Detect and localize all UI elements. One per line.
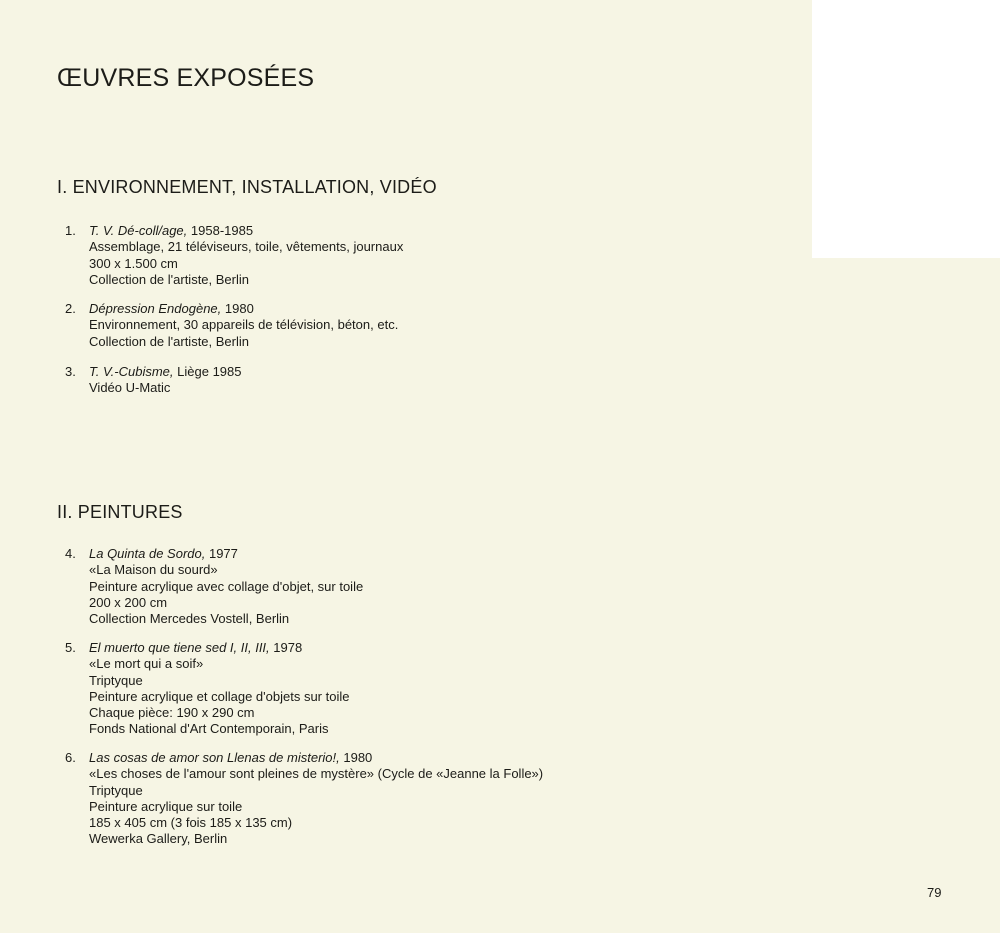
section-heading-peintures: II. PEINTURES [57, 502, 183, 522]
artwork-detail: 300 x 1.500 cm [89, 255, 178, 271]
artwork-detail: Peinture acrylique avec collage d'objet, sur toile [89, 578, 364, 594]
artwork-detail: Chaque pièce: 190 x 290 cm [89, 705, 255, 721]
artwork-detail: Vidéo U-Matic [89, 380, 171, 396]
artwork-title: El muerto que tiene sed I, II, III, [89, 640, 270, 655]
artwork-detail: Collection Mercedes Vostell, Berlin [89, 611, 290, 627]
artwork-date: 1978 [269, 640, 303, 655]
artwork-date: Liège 1985 [173, 364, 242, 379]
artwork-title: Dépression Endogène, [89, 301, 222, 316]
entry-number: 1. [65, 223, 76, 238]
artwork-detail: Wewerka Gallery, Berlin [89, 831, 228, 847]
artwork-title: La Quinta de Sordo, [89, 546, 206, 561]
page-title: ŒUVRES EXPOSÉES [57, 64, 315, 92]
artwork-entry-4 [65, 546, 363, 627]
entry-number: 6. [65, 750, 76, 765]
artwork-detail: «Le mort qui a soif» [89, 656, 204, 672]
entry-number: 4. [65, 546, 76, 561]
artwork-date: 1958-1985 [187, 223, 254, 238]
artwork-detail: 185 x 405 cm (3 fois 185 x 135 cm) [89, 815, 293, 831]
artwork-detail: Collection de l'artiste, Berlin [89, 333, 249, 349]
blank-corner [812, 0, 1000, 258]
artwork-entry-1 [65, 223, 403, 288]
artwork-entry-2 [65, 301, 398, 350]
artwork-detail: Environnement, 30 appareils de télévision, béton, etc. [89, 317, 399, 333]
entry-number: 5. [65, 640, 76, 655]
artwork-title: T. V. Dé-coll/age, [89, 223, 188, 238]
artwork-detail: Peinture acrylique et collage d'objets sur toile [89, 688, 350, 704]
section-heading-environnement: I. ENVIRONNEMENT, INSTALLATION, VIDÉO [57, 177, 437, 197]
artwork-detail: «Les choses de l'amour sont pleines de mystère» (Cycle de «Jeanne la Folle») [89, 766, 544, 782]
entry-number: 2. [65, 301, 76, 316]
artwork-title: T. V.-Cubisme, [89, 364, 174, 379]
artwork-detail: Peinture acrylique sur toile [89, 798, 243, 814]
artwork-detail: 200 x 200 cm [89, 594, 168, 610]
artwork-detail: Assemblage, 21 téléviseurs, toile, vêtements, journaux [89, 239, 404, 255]
artwork-detail: Triptyque [89, 782, 143, 798]
artwork-detail: Collection de l'artiste, Berlin [89, 271, 249, 287]
artwork-detail: Fonds National d'Art Contemporain, Paris [89, 721, 329, 737]
page-number: 79 [927, 885, 942, 900]
artwork-detail: «La Maison du sourd» [89, 562, 218, 578]
artwork-date: 1980 [339, 750, 373, 765]
artwork-entry-5 [65, 640, 349, 738]
artwork-detail: Triptyque [89, 672, 143, 688]
artwork-entry-6 [65, 750, 543, 848]
artwork-date: 1977 [205, 546, 238, 561]
artwork-date: 1980 [221, 301, 254, 316]
entry-number: 3. [65, 364, 76, 379]
artwork-entry-3 [65, 364, 241, 397]
artwork-title: Las cosas de amor son Llenas de misterio!, [89, 750, 340, 765]
